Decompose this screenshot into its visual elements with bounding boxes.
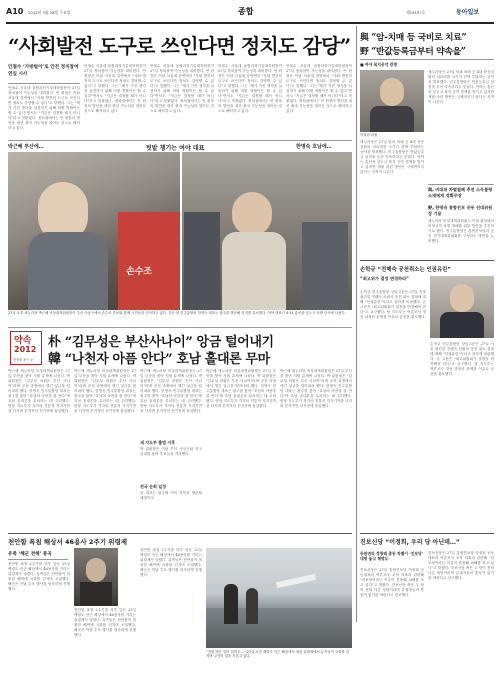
sohn-rule: [360, 260, 494, 261]
second-headline-1: 朴 “김무성은 부산사나이” 앙금 털어내기: [48, 335, 274, 350]
bottom-right-body-col1: 진보신당은 27일 통합진보당 이정희 공동대표의 여론조사 조작 의혹과 관련해 "진보당이라는 이름이 혼용돼 피해를 보고 있다"고 밝혔다. 진보신당 측은 두 당이 전혀 다른 정당이라며 유권자들의 혼동이 없기를 바란다고 강조했다.: [360, 568, 424, 597]
bottom-left-body-col3: 천안함 폭침 2주기를 하루 앞둔 25일 백령도 인근 해상에서 46용사를 기리는 위령제가 열렸다. 유족들은 천안함이 침몰한 해역에 국화를 던지며 오열했다. 해군은 이날 추모 행사를 엄숙하게 진행했다.: [140, 548, 202, 577]
second-body-col3: 박근혜 새누리당 비상대책위원장은 27일 부산을 찾아 지원 유세에 나섰다. 박 위원장은 "김무성 의원은 부산 사나이"라며 공천 과정에서 생긴 앙금을 털어내려 했다. 한명숙 민주통합당 대표는 광주를 찾아 "호남의 아픔을 잘 안다"며 호남 홀대론을 무마하는 데 주력했다. 양당 지도부가 각각의 전통적 지지기반을 다지며 본격적인 선거전에 돌입했다.: [140, 369, 202, 413]
right-section-tag: ■ 여야 복지공약 경쟁: [360, 62, 397, 67]
bottom-right-sub: 동원연의 정청래 총동 차별이 ‘진보당’ 대명 놓고 해명도: [360, 551, 424, 562]
badge-note: 총선을 보는 눈: [13, 358, 34, 362]
right-box-sub: 野, 한명숙 통합진보 공동 선대위원장 기용: [428, 205, 493, 216]
badge-year: 2012: [14, 345, 37, 354]
photo-right-portrait: [360, 70, 424, 132]
second-story-rule: [8, 327, 352, 328]
bottom-right-headline: 진보신당 “이정희, 우리 당 아닌데…”: [360, 539, 460, 546]
right-headline-2: 野 “반값등록금부터 약속을”: [360, 47, 466, 57]
photo-strip-caption: 27일 오후 새누리당 박근혜 비상대책위원장이 부산 사상구에서 손수조 후보와 함께 시민들과 인사하고 있다. 같은 날 민주통합당 한명숙 대표는 광주를 방문해 지지를 호소했다. 여야 대표가 4·11 총선을 앞두고 텃밭 단속에 나섰다.: [8, 311, 346, 315]
right-headline-1: 與 “암-치매 등 국비로 치료”: [360, 33, 467, 43]
sohn-body-col2: 손학규 민주통합당 상임고문은 27일 서울 광진갑 전혜숙 의원의 공천 취소 결정에 대해 "인권유린"이라고 강하게 비판했다. 손 고문은 "최고위원회가 결정을 변경해야 한다"고 요구했다. 당 지도부는 여론조사 경선 과정의 문제를 이유로 공천을 취소했다.: [430, 342, 494, 376]
photo-sohn-portrait: [430, 276, 494, 338]
photo-label-left: 박근혜 부산에…: [8, 144, 44, 150]
second-body-col4: 박근혜 새누리당 비상대책위원장은 27일 부산을 찾아 지원 유세에 나섰다. 박 위원장은 "김무성 의원은 부산 사나이"라며 공천 과정에서 생긴 앙금을 털어내려 했다. 한명숙 민주통합당 대표는 광주를 찾아 "호남의 아픔을 잘 안다"며 호남 홀대론을 무마하는 데 주력했다. 양당 지도부가 각각의 전통적 지지기반을 다지며 본격적인 선거전에 돌입했다.: [206, 369, 276, 408]
photo-han-honam: [182, 152, 352, 310]
photo-label-right: 한명숙 호남에…: [296, 144, 332, 150]
second-subbox-text-2: 한 대표는 광주에 이어 전북을 방문할 예정이다.: [140, 491, 202, 500]
sohn-headline: 손학규 “전혜숙 공천취소는 인권유린”: [360, 267, 451, 273]
second-subbox-title-1: 새 지도부 출범 이후: [140, 440, 176, 445]
photo-strip-top-rule: [8, 140, 352, 141]
photo-sea-memorial: [206, 548, 352, 648]
second-subbox-title-2: 전국 순회 일정: [140, 484, 166, 489]
second-body-col2: 박근혜 새누리당 비상대책위원장은 27일 부산을 찾아 지원 유세에 나섰다. 박 위원장은 "김무성 의원은 부산 사나이"라며 공천 과정에서 생긴 앙금을 털어내려 했다. 한명숙 민주통합당 대표는 광주를 찾아 "호남의 아픔을 잘 안다"며 호남 홀대론을 무마하는 데 주력했다. 양당 지도부가 각각의 전통적 지지기반을 다지며 본격적인 선거전에 돌입했다.: [74, 369, 136, 413]
right-body-col2: 새누리당은 27일 암과 치매 등 4대 중증질환의 치료비를 국가가 전액 부담하는 공약을 발표했다. 민주통합당은 반값등록금 실현을 우선 약속하라고 맞섰다. 여야는 총선을 앞두고 복지 공약 경쟁을 벌이고 있지만 재원 마련 방안은 구체적이지 않다는 지적이 나온다.: [428, 70, 494, 104]
second-subbox-text-1: 박 위원장은 이날 부산 사상구와 북구 일대를 돌며 후보들을 격려했다.: [140, 447, 202, 456]
right-box-body: 새누리당 비상대책위원회는 이날 회의에서 비정규직 차별 철폐를 위한 법안을 추진하기로 했다. 민주통합당은 통합진보당과 공동 선거대책위원회를 구성하는 방안을 논의했다.: [428, 219, 494, 243]
top-body-col3: 안철수 서울대 융합과학기술대학원장이 27일 정치참여 가능성을 내비쳤다. 안 원장은 이날 서울대 강연에서 "사회 발전의 도구로 쓰인다면 정치도 감당할 수 있다"고 말했다. 그는 "제가 가진 생각을 실천하기 위해 어떤 역할이든 할 수 있다"면서도 "지금은 결정할 때가 아니다"라고 덧붙였다. 정치권에서는 안 원장의 발언을 대선 출마 가능성을 열어둔 것으로 해석하고 있다.: [150, 64, 214, 113]
second-headline-2: 韓 “나천자 아픔 안다” 호남 홀대론 무마: [48, 352, 270, 367]
second-body-col1: 박근혜 새누리당 비상대책위원장은 27일 부산을 찾아 지원 유세에 나섰다. 박 위원장은 "김무성 의원은 부산 사나이"라며 공천 과정에서 생긴 앙금을 털어내려 했다. 한명숙 민주통합당 대표는 광주를 찾아 "호남의 아픔을 잘 안다"며 호남 홀대론을 무마하는 데 주력했다. 양당 지도부가 각각의 전통적 지지기반을 다지며 본격적인 선거전에 돌입했다.: [8, 369, 70, 413]
photo-park-busan: 손수조: [8, 152, 180, 310]
bottom-right-body-col2: 진보신당은 27일 통합진보당 이정희 공동대표의 여론조사 조작 의혹과 관련해 "진보당이라는 이름이 혼용돼 피해를 보고 있다"고 밝혔다. 진보신당 측은 두 당이 전혀 다른 정당이라며 유권자들의 혼동이 없기를 바란다고 강조했다.: [428, 551, 494, 580]
issue-number: 제29197호: [406, 10, 426, 15]
top-body-col5: 안철수 서울대 융합과학기술대학원장이 27일 정치참여 가능성을 내비쳤다. 안 원장은 이날 서울대 강연에서 "사회 발전의 도구로 쓰인다면 정치도 감당할 수 있다"고 말했다. 그는 "제가 가진 생각을 실천하기 위해 어떤 역할이든 할 수 있다"면서도 "지금은 결정할 때가 아니다"라고 덧붙였다. 정치권에서는 안 원장의 발언을 대선 출마 가능성을 열어둔 것으로 해석하고 있다.: [286, 64, 352, 113]
top-headline: “사회발전 도구로 쓰인다면 정치도 감당”: [8, 34, 351, 58]
bottom-left-body-col2: 천안함 폭침 2주기를 하루 앞둔 25일 백령도 인근 해상에서 46용사를 기리는 위령제가 열렸다. 유족들은 천안함이 침몰한 해역에 국화를 던지며 오열했다. 해군은 이날 추모 행사를 엄숙하게 진행했다.: [74, 608, 136, 637]
right-body-col1: 새누리당은 27일 암과 치매 등 4대 중증질환의 치료비를 국가가 전액 부담하는 공약을 발표했다. 민주통합당은 반값등록금 실현을 우선 약속하라고 맞섰다. 여야는 총선을 앞두고 복지 공약 경쟁을 벌이고 있지만 재원 마련 방안은 구체적이지 않다는 지적이 나온다.: [360, 140, 424, 174]
column-divider-main: [356, 26, 357, 622]
election-badge: [10, 331, 42, 365]
top-body-col4: 안철수 서울대 융합과학기술대학원장이 27일 정치참여 가능성을 내비쳤다. 안 원장은 이날 서울대 강연에서 "사회 발전의 도구로 쓰인다면 정치도 감당할 수 있다"고 말했다. 그는 "제가 가진 생각을 실천하기 위해 어떤 역할이든 할 수 있다"면서도 "지금은 결정할 때가 아니다"라고 덧붙였다. 정치권에서는 안 원장의 발언을 대선 출마 가능성을 열어둔 것으로 해석하고 있다.: [218, 64, 282, 113]
bottom-rule: [8, 533, 352, 534]
masthead: [6, 4, 494, 22]
bottom-left-body-col1: 천안함 폭침 2주기를 하루 앞둔 25일 백령도 인근 해상에서 46용사를 기리는 위령제가 열렸다. 유족들은 천안함이 침몰한 해역에 국화를 던지며 오열했다. 해군은 이날 추모 행사를 엄숙하게 진행했다.: [8, 562, 70, 591]
page-number: A10: [6, 7, 24, 16]
section-title: 종합: [238, 7, 254, 16]
paper-logo: 동아일보: [456, 9, 480, 16]
bottom-left-sub-rule: [8, 559, 68, 560]
bottom-left-headline: 천안함 폭침 해상서 46용사 2주기 위령제: [8, 538, 128, 546]
bottom-right-rule: [360, 533, 494, 534]
top-body-col2: 안철수 서울대 융합과학기술대학원장이 27일 정치참여 가능성을 내비쳤다. 안 원장은 이날 서울대 강연에서 "사회 발전의 도구로 쓰인다면 정치도 감당할 수 있다"고 말했다. 그는 "제가 가진 생각을 실천하기 위해 어떤 역할이든 할 수 있다"면서도 "지금은 결정할 때가 아니다"라고 덧붙였다. 정치권에서는 안 원장의 발언을 대선 출마 가능성을 열어둔 것으로 해석하고 있다.: [84, 64, 146, 113]
badge-title: 약속: [14, 336, 32, 346]
photo-memorial-portrait: [74, 548, 118, 606]
bottom-left-photo-caption: “전원 벼은 말이 업어우…” 27일 오전 백령도 인근 해상에서 열린 위령제에서 유족들이 국화를 던지며 고인의 넋을 기리고 있다.: [206, 650, 350, 659]
masthead-rule: [6, 22, 494, 24]
bottom-left-sub: 유족 ‘해군 천해’ 통곡: [8, 552, 52, 557]
sohn-subhead: “최고위가 결정 변경하라”: [360, 276, 409, 281]
top-body-col1: 안철수 서울대 융합과학기술대학원장이 27일 정치참여 가능성을 내비쳤다. 안 원장은 이날 서울대 강연에서 "사회 발전의 도구로 쓰인다면 정치도 감당할 수 있다"고 말했다. 그는 "제가 가진 생각을 실천하기 위해 어떤 역할이든 할 수 있다"면서도 "지금은 결정할 때가 아니다"라고 덧붙였다. 정치권에서는 안 원장의 발언을 대선 출마 가능성을 열어둔 것으로 해석하고 있다.: [8, 86, 80, 130]
second-body-col5: 박근혜 새누리당 비상대책위원장은 27일 부산을 찾아 지원 유세에 나섰다. 박 위원장은 "김무성 의원은 부산 사나이"라며 공천 과정에서 생긴 앙금을 털어내려 했다. 한명숙 민주통합당 대표는 광주를 찾아 "호남의 아픔을 잘 안다"며 호남 홀대론을 무마하는 데 주력했다. 양당 지도부가 각각의 전통적 지지기반을 다지며 본격적인 선거전에 돌입했다.: [280, 369, 352, 408]
right-box-rule: [428, 184, 494, 185]
photo-label-center: 텃밭 챙기는 여야 대표: [146, 145, 205, 152]
top-subhead: 안철수 ‘가방털이’로 안전 정치참여 연일 시사: [8, 65, 79, 77]
issue-date: 2012년 3월 28일 수요일: [28, 10, 71, 15]
right-photo-caption: 이정현 의원: [360, 133, 378, 137]
sohn-body-col1: 손학규 민주통합당 상임고문은 27일 서울 광진갑 전혜숙 의원의 공천 취소 결정에 대해 "인권유린"이라고 강하게 비판했다. 손 고문은 "최고위원회가 결정을 변경해야 한다"고 요구했다. 당 지도부는 여론조사 경선 과정의 문제를 이유로 공천을 취소했다.: [360, 290, 426, 319]
right-box-title: 與, 비대위 차별철폐 추진 소득불평 소재에게 정확주장: [428, 187, 493, 198]
subhead-rule: [8, 83, 80, 84]
right-head-rule: [360, 59, 494, 60]
